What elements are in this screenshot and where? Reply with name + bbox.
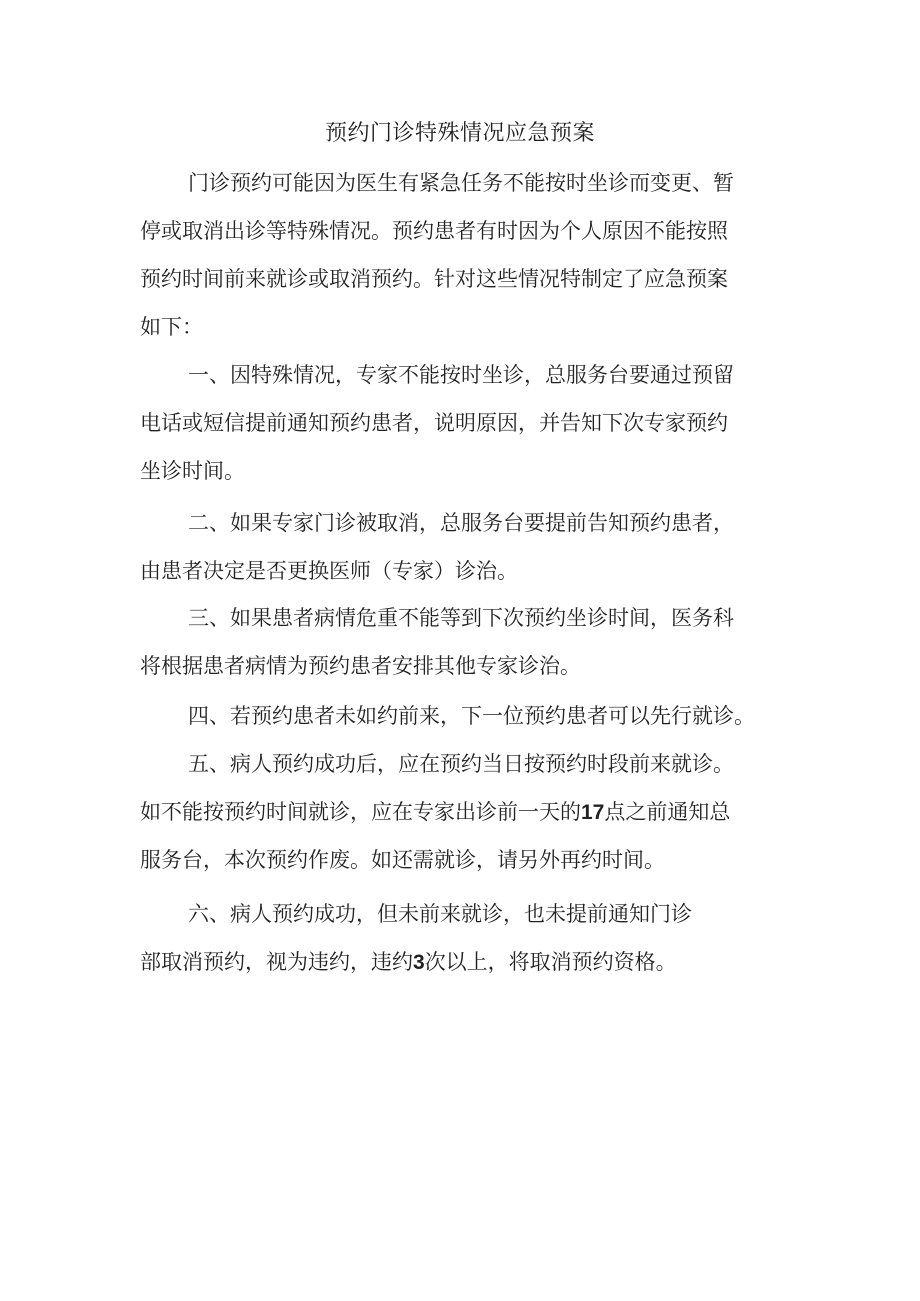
item-5-line-2-text-a: 如不能按预约时间就诊，应在专家出诊前一天的 [140,800,581,824]
item-1-line-2: 电话或短信提前通知预约患者，说明原因，并告知下次专家预约 [140,411,728,435]
intro-line-1: 门诊预约可能因为医生有紧急任务不能按时坐诊而变更、暂 [188,171,734,195]
item-3-line-1: 三、如果患者病情危重不能等到下次预约坐诊时间，医务科 [188,606,734,630]
document-title: 预约门诊特殊情况应急预案 [324,121,595,146]
item-6-line-2-text-b: 次以上，将取消预约资格。 [424,950,677,974]
item-6-line-1: 六、病人预约成功，但未前来就诊，也未提前通知门诊 [188,902,692,926]
item-6-line-2 [140,947,677,978]
intro-line-3: 预约时间前来就诊或取消预约。针对这些情况特制定了应急预案 [140,267,728,291]
item-2-line-2: 由患者决定是否更换医师（专家）诊治。 [140,559,518,583]
item-2-line-1: 二、如果专家门诊被取消，总服务台要提前告知预约患者， [188,511,734,535]
item-1-line-3: 坐诊时间。 [140,459,245,483]
item-5-line-2-text-b: 点之前通知总 [604,800,731,824]
item-6-line-2-text-a: 部取消预约，视为违约，违约 [140,950,413,974]
item-5-line-2 [140,797,730,828]
intro-line-4: 如下： [140,315,203,339]
item-3-line-2: 将根据患者病情为预约患者安排其他专家诊治。 [140,654,581,678]
intro-line-2: 停或取消出诊等特殊情况。预约患者有时因为个人原因不能按照 [140,219,728,243]
item-6-line-2-number: 3 [413,951,425,974]
item-5-line-2-number: 17 [581,801,605,824]
item-4-line-1: 四、若预约患者未如约前来，下一位预约患者可以先行就诊。 [188,704,755,728]
item-1-line-1: 一、因特殊情况，专家不能按时坐诊，总服务台要通过预留 [188,363,734,387]
item-5-line-3: 服务台，本次预约作废。如还需就诊，请另外再约时间。 [140,848,665,872]
item-5-line-1: 五、病人预约成功后，应在预约当日按预约时段前来就诊。 [188,752,734,776]
